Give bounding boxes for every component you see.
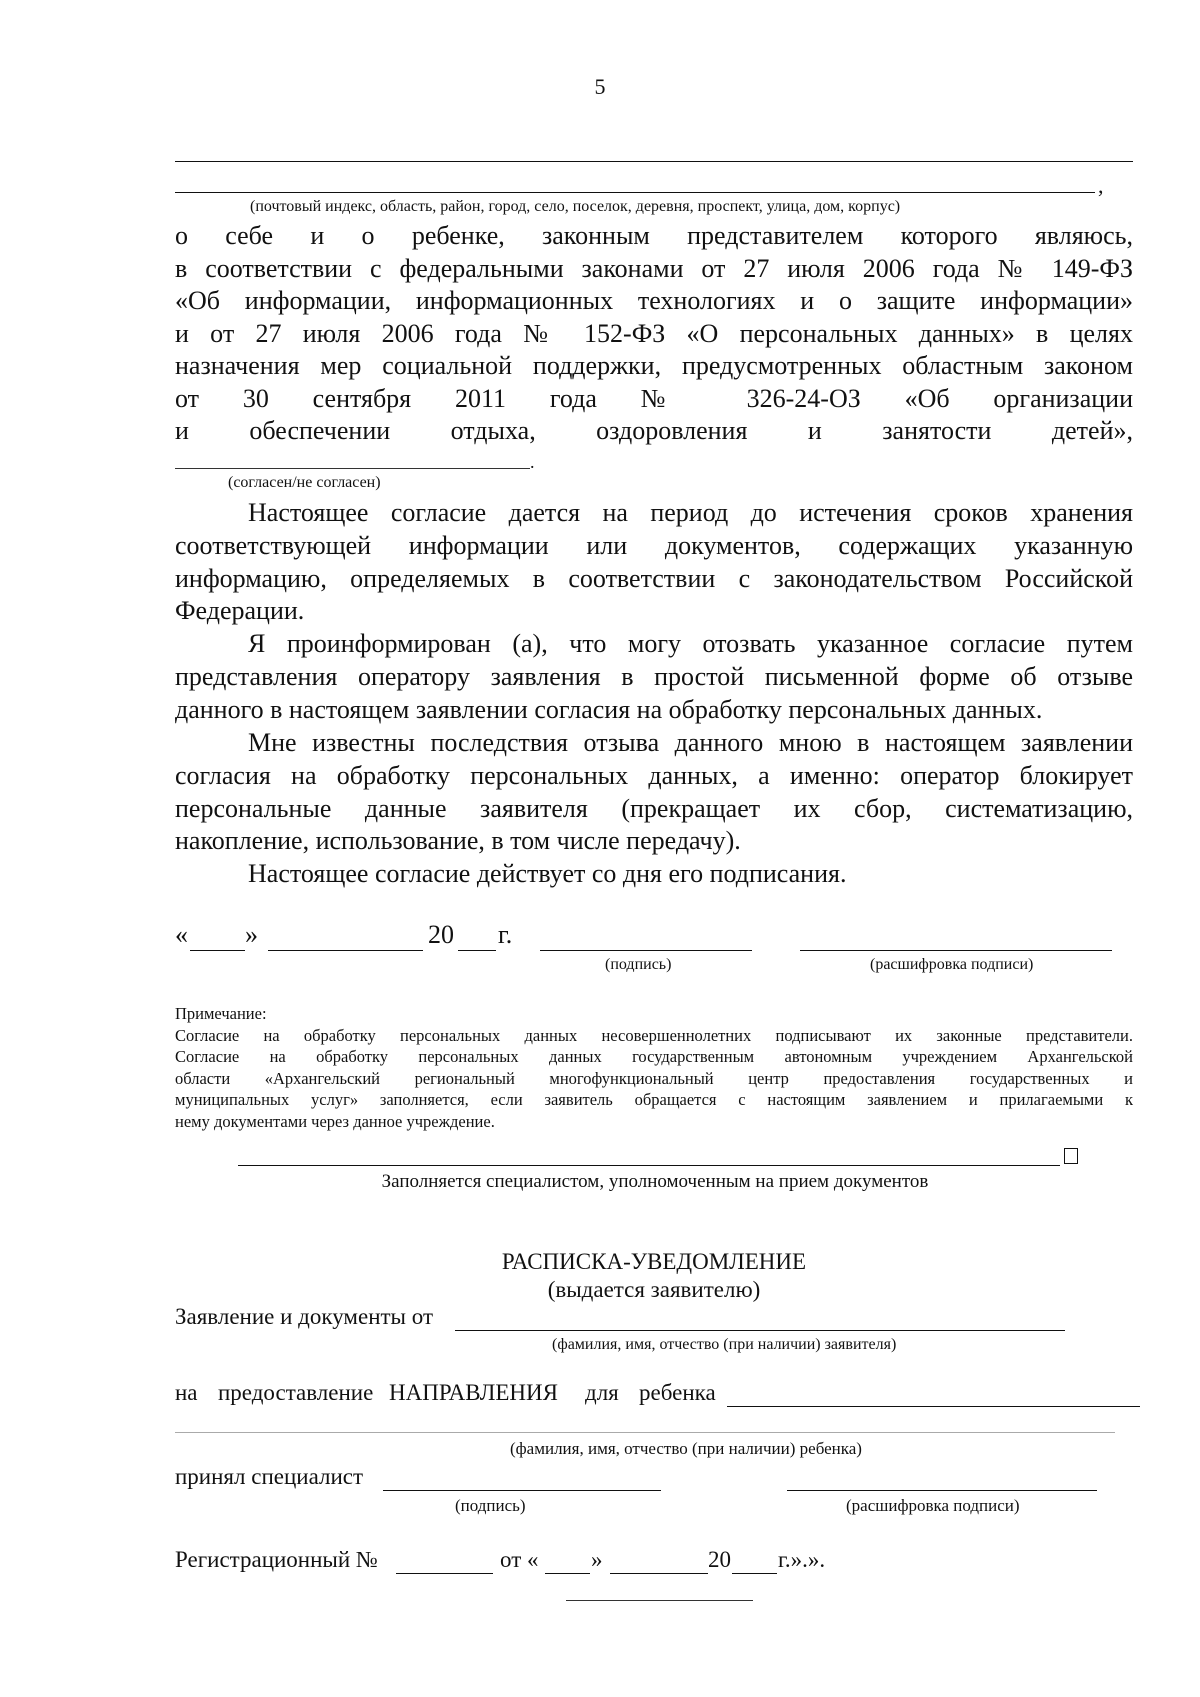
from-label: Заявление и документы от — [175, 1304, 434, 1329]
child-name-field-2[interactable] — [175, 1432, 1115, 1433]
paragraph-line: Мне известны последствия отзыва данного мною в настоящем заявлении — [248, 728, 1133, 757]
purpose-word: НАПРАВЛЕНИЯ — [389, 1380, 558, 1405]
address-caption: (почтовый индекс, область, район, город, село, поселок, деревня, проспект, улица, дом, корпус) — [250, 198, 901, 215]
note-line: Согласие на обработку персональных данных государственным автономным учреждением Архангельской — [175, 1047, 1133, 1066]
reg-day-field[interactable] — [545, 1573, 590, 1574]
note-block — [175, 1003, 1133, 1132]
purpose-word: ребенка — [639, 1380, 716, 1405]
address-line-1[interactable] — [175, 161, 1133, 162]
receipt-title: РАСПИСКА-УВЕДОМЛЕНИЕ — [501, 1249, 807, 1274]
paragraph-line: данного в настоящем заявлении согласия на обработку персональных данных. — [175, 694, 1043, 724]
page-number: 5 — [594, 74, 606, 99]
reg-number-field[interactable] — [396, 1573, 493, 1574]
paragraph-line: персональные данные заявителя (прекращает их сбор, систематизацию, — [175, 793, 1133, 823]
specialist-signature-caption: (подпись) — [455, 1496, 526, 1515]
reg-year-prefix: 20 — [708, 1547, 731, 1572]
closing-separator-line — [566, 1600, 753, 1601]
paragraph-line: накопление, использование, в том числе передачу). — [175, 826, 741, 856]
date-quote-close: » — [245, 920, 258, 949]
paragraph-retention — [175, 497, 1133, 628]
child-caption: (фамилия, имя, отчество (при наличии) ребенка) — [510, 1439, 862, 1458]
consent-text — [175, 220, 1133, 448]
child-name-field[interactable] — [727, 1406, 1140, 1407]
paragraph-line: информацию, определяемых в соответствии с законодательством Российской — [175, 563, 1133, 593]
paragraph-line: представления оператору заявления в простой письменной форме об отзыве — [175, 661, 1133, 691]
paragraph-line: Федерации. — [175, 596, 305, 626]
reg-from-label: от « — [500, 1547, 539, 1572]
agree-caption: (согласен/не согласен) — [228, 474, 381, 491]
specialist-separator-line — [238, 1165, 1060, 1166]
signature-caption: (подпись) — [605, 956, 672, 973]
agree-end-mark: . — [530, 452, 535, 472]
consent-line: от 30 сентября 2011 года № 326-24-ОЗ «Об организации — [175, 383, 1133, 413]
reg-label: Регистрационный № — [175, 1547, 378, 1572]
agree-field[interactable] — [175, 468, 530, 469]
note-line: муниципальных услуг» заполняется, если заявитель обращается с настоящим заявлением и прилагаемыми к — [175, 1090, 1133, 1109]
note-line: области «Архангельский региональный многофункциональный центр предоставления государственных и — [175, 1068, 1133, 1088]
date-year-suffix: г. — [498, 920, 513, 949]
date-month-field[interactable] — [268, 950, 423, 951]
note-heading: Примечание: — [175, 1004, 267, 1023]
specialist-decoding-field[interactable] — [787, 1490, 1097, 1491]
specialist-caption: Заполняется специалистом, уполномоченным на прием документов — [381, 1171, 929, 1192]
purpose-word: предоставление — [218, 1380, 374, 1405]
purpose-word: для — [585, 1380, 619, 1405]
reg-month-field[interactable] — [610, 1573, 708, 1574]
reg-quote-close: » — [591, 1547, 603, 1572]
paragraph-consequences — [175, 727, 1133, 858]
consent-line: о себе и о ребенке, законным представителем которого являюсь, — [175, 221, 1133, 250]
paragraph-withdrawal — [175, 628, 1133, 726]
address-comma: , — [1098, 173, 1104, 198]
date-year-prefix: 20 — [428, 920, 454, 949]
consent-line: и от 27 июля 2006 года № 152-ФЗ «О персональных данных» в целях — [175, 318, 1133, 348]
paragraph-line: согласия на обработку персональных данных, а именно: оператор блокирует — [175, 760, 1133, 790]
reg-year-suffix: г.».». — [778, 1547, 826, 1572]
applicant-caption: (фамилия, имя, отчество (при наличии) заявителя) — [552, 1336, 897, 1353]
date-quote-open: « — [175, 920, 188, 949]
purpose-word: на — [175, 1380, 198, 1405]
decoding-caption: (расшифровка подписи) — [870, 956, 1034, 973]
reg-year-field[interactable] — [732, 1573, 777, 1574]
specialist-signature-field[interactable] — [383, 1490, 661, 1491]
note-line: нему документами через данное учреждение. — [175, 1111, 495, 1131]
date-day-field[interactable] — [190, 950, 245, 951]
consent-line: «Об информации, информационных технологиях и о защите информации» — [175, 286, 1133, 315]
paragraph-line: Настоящее согласие действует со дня его подписания. — [248, 859, 847, 888]
consent-line: и обеспечении отдыха, оздоровления и занятости детей», — [175, 416, 1133, 445]
consent-line: назначения мер социальной поддержки, предусмотренных областным законом — [175, 351, 1133, 380]
paragraph-line: Настоящее согласие дается на период до истечения сроков хранения — [248, 498, 1133, 527]
signature-field[interactable] — [540, 950, 752, 951]
signature-decoding-field[interactable] — [800, 950, 1112, 951]
specialist-decoding-caption: (расшифровка подписи) — [846, 1496, 1020, 1515]
applicant-name-field[interactable] — [455, 1330, 1065, 1331]
address-line-2[interactable] — [175, 192, 1095, 193]
date-year-field[interactable] — [458, 950, 496, 951]
paragraph-line: Я проинформирован (а), что могу отозвать указанное согласие путем — [248, 629, 1133, 658]
consent-line: в соответствии с федеральными законами от 27 июля 2006 года № 149-ФЗ — [175, 253, 1133, 283]
receipt-subtitle: (выдается заявителю) — [547, 1277, 761, 1302]
paragraph-effective — [175, 858, 1133, 891]
note-line: Согласие на обработку персональных данных несовершеннолетних подписывают их законные представители. — [175, 1025, 1133, 1045]
checkbox-icon[interactable] — [1064, 1148, 1078, 1164]
paragraph-line: соответствующей информации или документов, содержащих указанную — [175, 530, 1133, 560]
accepted-label: принял специалист — [175, 1464, 364, 1489]
